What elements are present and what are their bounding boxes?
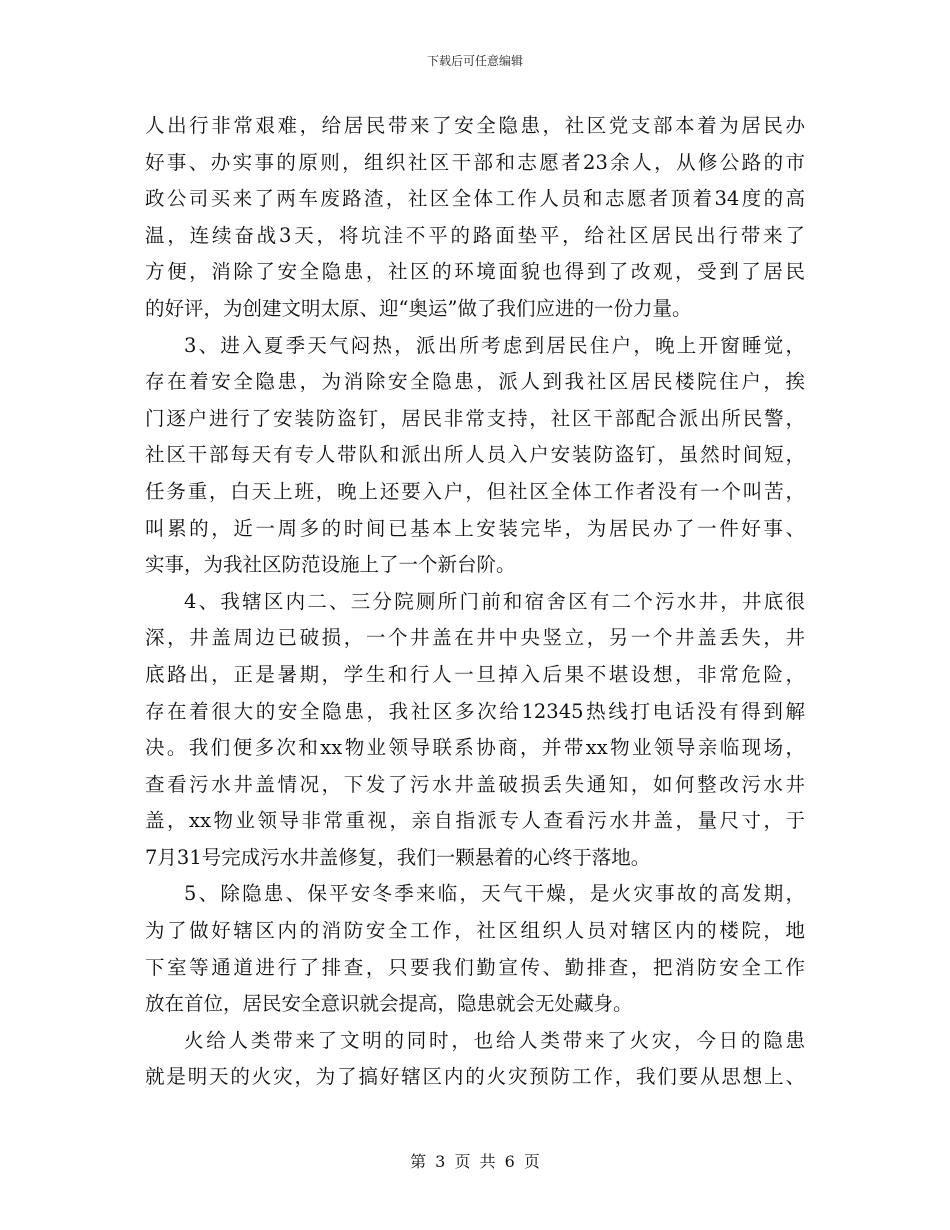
text-line: 方便，消除了安全隐患，社区的环境面貌也得到了改观，受到了居民 <box>145 260 805 284</box>
paragraph <box>145 876 805 1022</box>
text-line: 为了做好辖区内的消防安全工作，社区组织人员对辖区内的楼院，地 <box>145 919 805 943</box>
text-line: 就是明天的火灾，为了搞好辖区内的火灾预防工作，我们要从思想上、 <box>145 1065 805 1089</box>
text-line: 的好评，为创建文明太原、迎“奥运”做了我们应进的一份力量。 <box>145 296 692 320</box>
text-line: 存在着很大的安全隐患，我社区多次给12345热线打电话没有得到解 <box>145 699 805 723</box>
text-line: 火给人类带来了文明的同时，也给人类带来了火灾，今日的隐患 <box>184 1028 805 1052</box>
paragraph <box>145 108 805 328</box>
paragraph <box>145 328 805 584</box>
text-line: 5、除隐患、保平安冬季来临，天气干燥，是火灾事故的高发期， <box>184 882 805 906</box>
text-line: 存在着安全隐患，为消除安全隐患，派人到我社区居民楼院住户，挨 <box>145 370 805 394</box>
text-line: 深，井盖周边已破损，一个井盖在井中央竖立，另一个井盖丢失，井 <box>145 626 805 650</box>
text-line: 底路出，正是暑期，学生和行人一旦掉入后果不堪设想，非常危险， <box>145 662 805 686</box>
text-line: 3、进入夏季天气闷热，派出所考虑到居民住户，晚上开窗睡觉， <box>184 333 805 357</box>
text-line: 任务重，白天上班，晚上还要入户，但社区全体工作者没有一个叫苦， <box>145 479 805 503</box>
text-line: 下室等通道进行了排查，只要我们勤宣传、勤排查，把消防安全工作 <box>145 955 805 979</box>
page-number-footer: 第 3 页 共 6 页 <box>410 1152 540 1171</box>
text-line: 7月31号完成污水井盖修复，我们一颗悬着的心终于落地。 <box>145 845 651 869</box>
text-line: 门逐户进行了安装防盗钉，居民非常支持，社区干部配合派出所民警， <box>145 406 805 430</box>
text-line: 政公司买来了两车废路渣，社区全体工作人员和志愿者顶着34度的高 <box>145 187 805 211</box>
paragraph <box>145 1023 805 1096</box>
text-line: 决。我们便多次和xx物业领导联系协商，并带xx物业领导亲临现场， <box>145 736 805 760</box>
paragraph <box>145 584 805 877</box>
text-line: 实事，为我社区防范设施上了一个新台阶。 <box>145 553 516 577</box>
text-line: 社区干部每天有专人带队和派出所人员入户安装防盗钉，虽然时间短， <box>145 443 805 467</box>
text-line: 放在首位，居民安全意识就会提高，隐患就会无处藏身。 <box>145 992 633 1016</box>
text-line: 人出行非常艰难，给居民带来了安全隐患，社区党支部本着为居民办 <box>145 114 805 137</box>
text-line: 查看污水井盖情况，下发了污水井盖破损丢失通知，如何整改污水井 <box>145 772 805 796</box>
text-line: 好事、办实事的原则，组织社区干部和志愿者23余人，从修公路的市 <box>145 150 805 174</box>
text-line: 叫累的，近一周多的时间已基本上安装完毕，为居民办了一件好事、 <box>145 516 805 540</box>
page-header: 下载后可任意编辑 <box>426 54 523 68</box>
text-line: 4、我辖区内二、三分院厕所门前和宿舍区有二个污水井，井底很 <box>184 589 805 613</box>
text-line: 温，连续奋战3天，将坑洼不平的路面垫平，给社区居民出行带来了 <box>145 223 805 247</box>
document-body <box>145 108 805 1096</box>
text-line: 盖，xx物业领导非常重视，亲自指派专人查看污水井盖，量尺寸，于 <box>145 809 805 833</box>
